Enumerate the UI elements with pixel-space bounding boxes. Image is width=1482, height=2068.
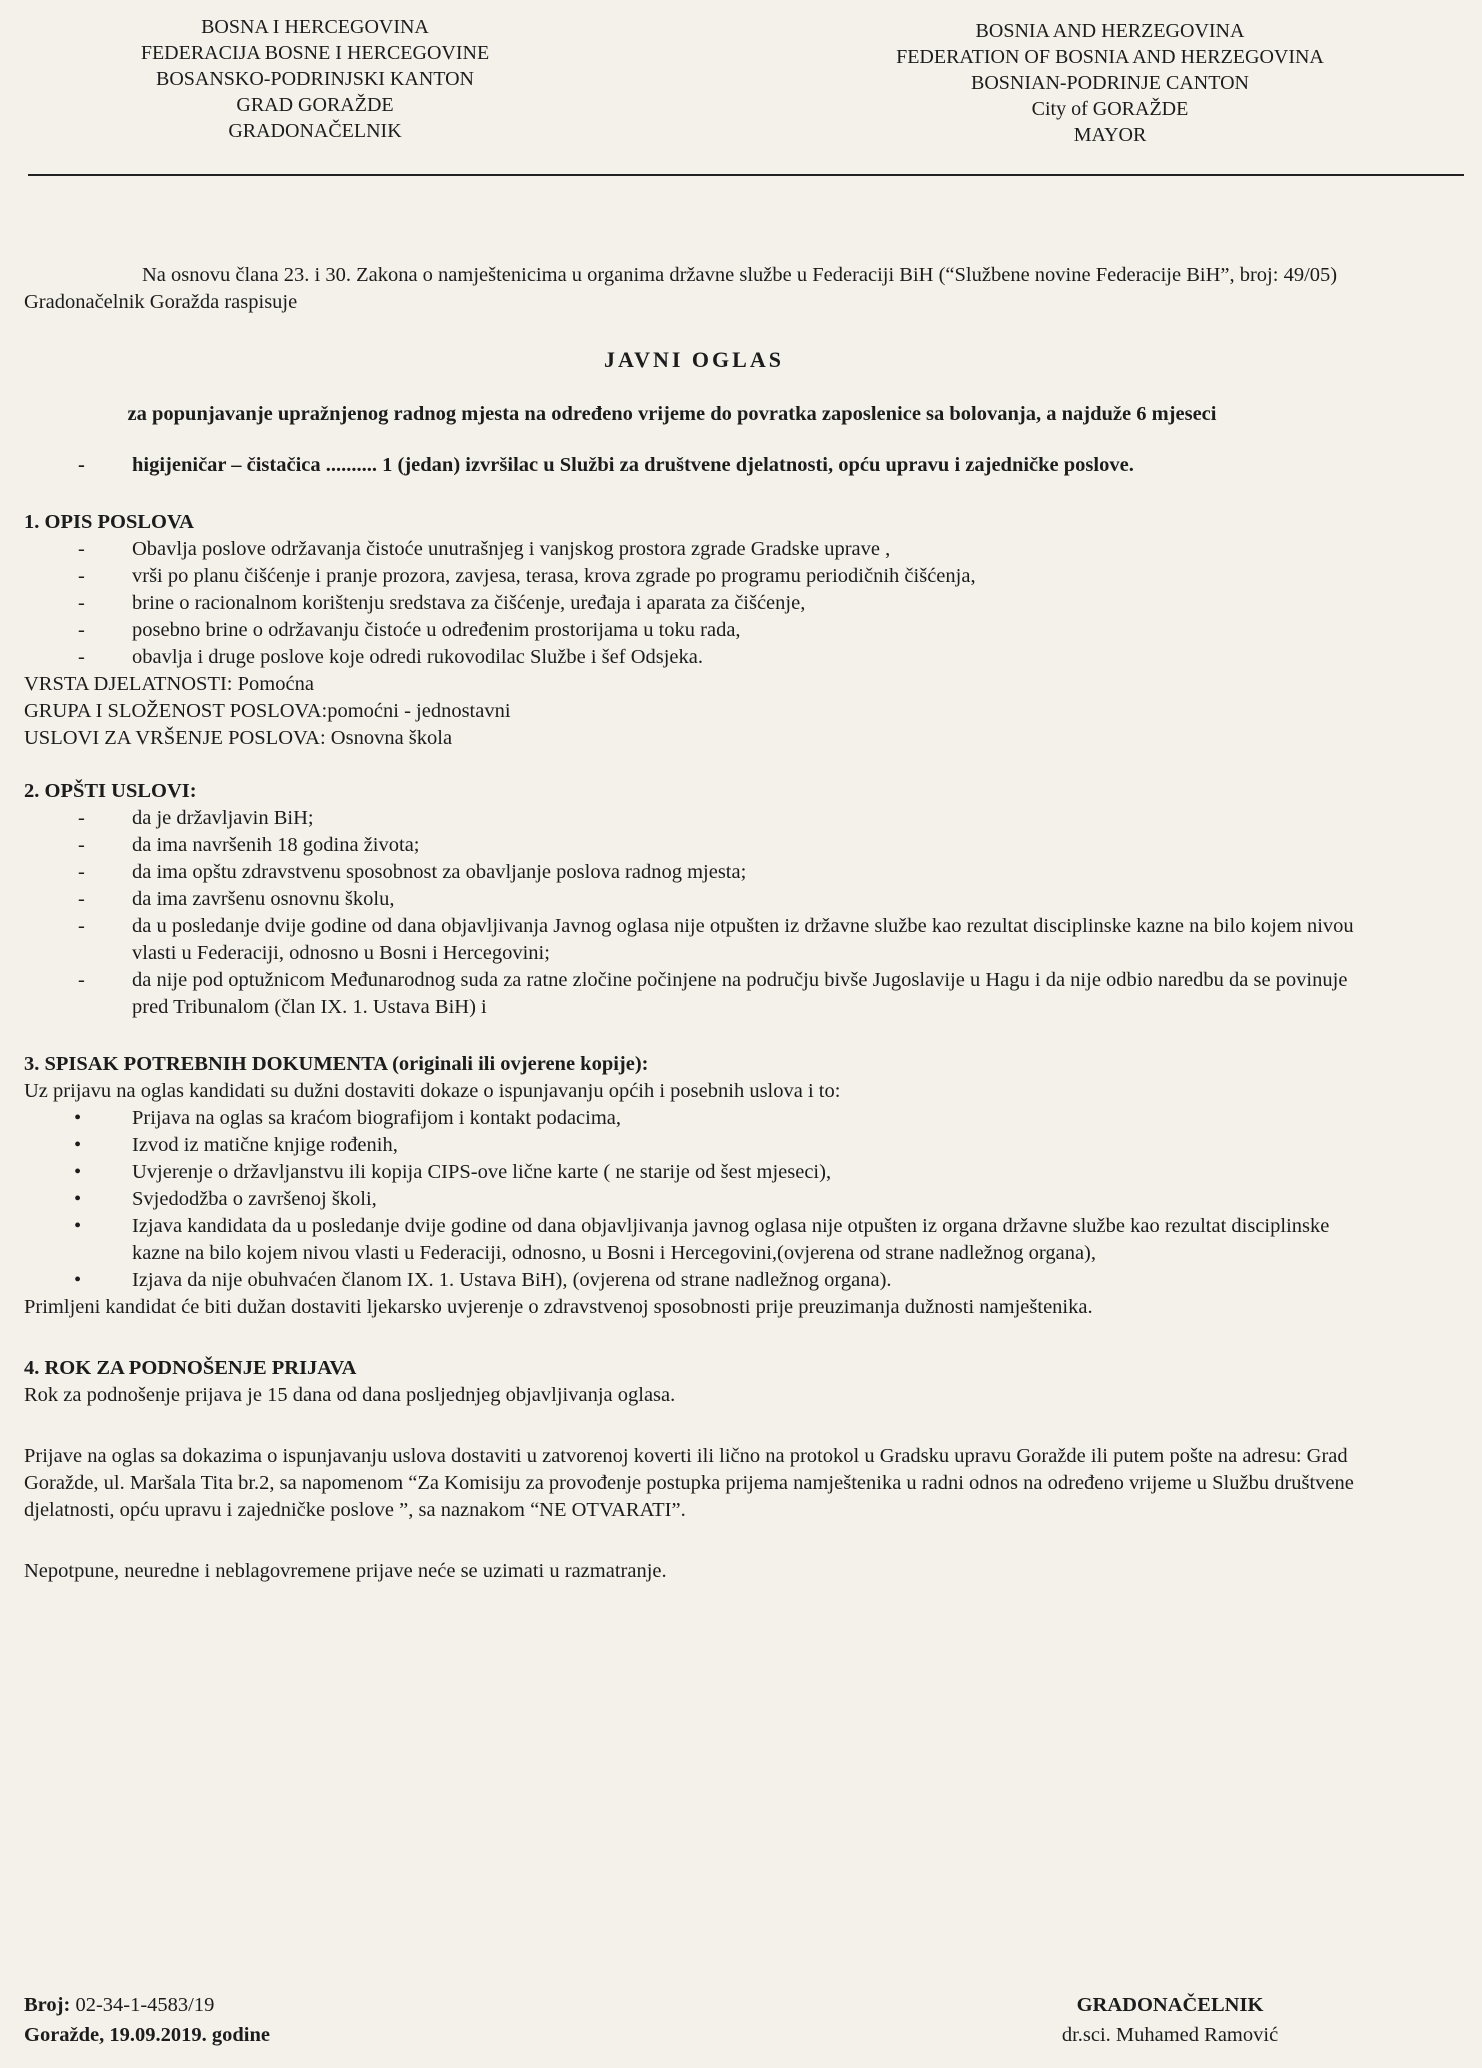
- list-item: [24, 617, 1364, 644]
- list-item: [24, 967, 1364, 1021]
- list-item-text: Izjava da nije obuhvaćen članom IX. 1. Ustava BiH), (ovjerena od strane nadležnog organa).: [132, 1269, 892, 1291]
- list-item-text: Obavlja poslove održavanja čistoće unutrašnjeg i vanjskog prostora zgrade Gradske uprave ,: [132, 538, 891, 560]
- list-item-text: Izjava kandidata da u posledanje dvije godine od dana objavljivanja javnog oglasa nije otpušten iz organa državne službe kao rezultat disciplinske kazne na bilo kojem nivou vlasti u Federaciji, odnosno, u Bosni i Hercegovini,(ovjerena od strane nadležnog organa),: [132, 1215, 1330, 1264]
- header-line: FEDERACIJA BOSNE I HERCEGOVINE: [140, 42, 490, 64]
- document-title: JAVNI OGLAS: [604, 347, 784, 372]
- list-item: [24, 886, 1364, 913]
- duties-list: [24, 536, 1364, 671]
- header-line: City of GORAŽDE: [1031, 98, 1189, 120]
- list-item-text: Izvod iz matične knjige rođenih,: [132, 1134, 398, 1156]
- dash-marker: -: [78, 592, 85, 614]
- list-item: [24, 913, 1364, 967]
- deadline-text: Rok za podnošenje prijava je 15 dana od dana posljednjeg objavljivanja oglasa.: [24, 1384, 676, 1406]
- list-item-text: brine o racionalnom korištenju sredstava za čišćenje, uređaja i aparata za čišćenje,: [132, 592, 806, 614]
- header-line: GRAD GORAŽDE: [236, 94, 394, 116]
- intro-paragraph: Na osnovu člana 23. i 30. Zakona o namještenicima u organima državne službe u Federaciji BiH (“Službene novine Federacije BiH”, broj: 49/05) Gradonačelnik Goražda raspisuje: [24, 264, 1338, 313]
- signer-name: dr.sci. Muhamed Ramović: [1061, 2024, 1279, 2046]
- header-line: BOSANSKO-PODRINJSKI KANTON: [156, 68, 474, 90]
- header-line: MAYOR: [1073, 124, 1147, 146]
- list-item-text: da ima opštu zdravstvenu sposobnost za obavljanje poslova radnog mjesta;: [132, 861, 747, 883]
- list-item-text: da ima završenu osnovnu školu,: [132, 888, 395, 910]
- dash-marker: -: [78, 888, 85, 910]
- dash-marker: -: [78, 538, 85, 560]
- list-item-text: da u posledanje dvije godine od dana objavljivanja Javnog oglasa nije otpušten iz državne službe kao rezultat disciplinske kazne na bilo kojem nivou vlasti u Federaciji, odnosno u Bosni i Hercegovini;: [132, 915, 1354, 964]
- document-reference: [24, 1990, 270, 2050]
- list-item-text: Svjedodžba o završenoj školi,: [132, 1188, 377, 1210]
- position-text: higijeničar – čistačica .......... 1 (jedan) izvršilac u Službi za društvene djelatnosti, opću upravu i zajedničke poslove.: [132, 454, 1134, 476]
- reference-number: 02-34-1-4583/19: [75, 1994, 215, 2016]
- list-item: [24, 832, 1364, 859]
- header-line: FEDERATION OF BOSNIA AND HERZEGOVINA: [896, 46, 1324, 68]
- list-item: [24, 1267, 1364, 1294]
- documents-closing: Primljeni kandidat će biti dužan dostaviti ljekarsko uvjerenje o zdravstvenoj sposobnosti prije preuzimanja dužnosti namještenika.: [24, 1296, 1093, 1318]
- list-item: [24, 805, 1364, 832]
- list-item-text: posebno brine o održavanju čistoće u određenim prostorijama u toku rada,: [132, 619, 741, 641]
- list-item-text: Uvjerenje o državljanstvu ili kopija CIPS-ove lične karte ( ne starije od šest mjeseci),: [132, 1161, 832, 1183]
- place-date: Goražde, 19.09.2019. godine: [24, 2024, 270, 2046]
- dash-marker: -: [78, 619, 85, 641]
- list-item-text: da ima navršenih 18 godina života;: [132, 834, 420, 856]
- notice-paragraph: Nepotpune, neuredne i neblagovremene prijave neće se uzimati u razmatranje.: [24, 1560, 667, 1582]
- job-meta-line: VRSTA DJELATNOSTI: Pomoćna: [24, 673, 314, 695]
- signer-title: GRADONAČELNIK: [1076, 1994, 1264, 2016]
- header-line: BOSNA I HERCEGOVINA: [201, 16, 429, 38]
- header-line: BOSNIA AND HERZEGOVINA: [975, 20, 1245, 42]
- header-english: [850, 18, 1370, 148]
- job-meta-line: GRUPA I SLOŽENOST POSLOVA:pomoćni - jednostavni: [24, 700, 511, 722]
- dash-marker: -: [78, 834, 85, 856]
- submission-paragraph: Prijave na oglas sa dokazima o ispunjavanju uslova dostaviti u zatvorenoj koverti ili lično na protokol u Gradsku upravu Goražde ili putem pošte na adresu: Grad Goražde, ul. Maršala Tita br.2, sa napomenom “Za Komisiju za provođenje postupka prijema namještenika u radni odnos na određeno vrijeme u Službu društvene djelatnosti, opću upravu i zajedničke poslove ”, sa naznakom “NE OTVARATI”.: [24, 1445, 1354, 1521]
- list-item-text: da je državljavin BiH;: [132, 807, 314, 829]
- list-item: [24, 1213, 1364, 1267]
- header-line: GRADONAČELNIK: [228, 120, 402, 142]
- header-divider: [28, 174, 1464, 176]
- bullet-marker: •: [74, 1134, 82, 1156]
- list-item: [24, 859, 1364, 886]
- bullet-marker: •: [74, 1161, 82, 1183]
- list-item: [24, 644, 1364, 671]
- job-meta-line: USLOVI ZA VRŠENJE POSLOVA: Osnovna škola: [24, 727, 453, 749]
- dash-marker: -: [78, 565, 85, 587]
- documents-list: [24, 1105, 1364, 1294]
- list-item: [24, 536, 1364, 563]
- document-subtitle: za popunjavanje upražnjenog radnog mjesta na određeno vrijeme do povratka zaposlenice sa bolovanja, a najduže 6 mjeseci: [127, 403, 1217, 425]
- list-item: [24, 590, 1364, 617]
- bullet-marker: •: [74, 1188, 82, 1210]
- dash-marker: -: [78, 807, 85, 829]
- dash-marker: -: [78, 915, 85, 937]
- section-heading: 2. OPŠTI USLOVI:: [24, 780, 197, 802]
- signature-block: [1020, 1990, 1320, 2050]
- list-item-text: vrši po planu čišćenje i pranje prozora, zavjesa, terasa, krova zgrade po programu periodičnih čišćenja,: [132, 565, 976, 587]
- dash-marker: -: [78, 646, 85, 668]
- bullet-marker: •: [74, 1107, 82, 1129]
- dash-marker: -: [78, 454, 85, 476]
- list-item: [24, 1132, 1364, 1159]
- list-item: [24, 563, 1364, 590]
- section-heading: 1. OPIS POSLOVA: [24, 511, 194, 533]
- bullet-marker: •: [74, 1215, 82, 1237]
- position-item: [24, 452, 1364, 479]
- list-item-text: obavlja i druge poslove koje odredi rukovodilac Službe i šef Odsjeka.: [132, 646, 704, 668]
- list-item-text: da nije pod optužnicom Međunarodnog suda za ratne zločine počinjene na području bivše Jugoslavije u Hagu i da nije odbio naredbu da se povinuje pred Tribunalom (član IX. 1. Ustava BiH) i: [132, 969, 1348, 1018]
- dash-marker: -: [78, 861, 85, 883]
- conditions-list: [24, 805, 1364, 1021]
- documents-lead: Uz prijavu na oglas kandidati su dužni dostaviti dokaze o ispunjavanju općih i posebnih uslova i to:: [24, 1080, 841, 1102]
- list-item: [24, 1159, 1364, 1186]
- job-meta: [24, 671, 1364, 752]
- header-bosnian: [100, 14, 530, 144]
- header-line: BOSNIAN-PODRINJE CANTON: [971, 72, 1249, 94]
- list-item: [24, 1186, 1364, 1213]
- reference-label: Broj:: [24, 1994, 71, 2016]
- list-item-text: Prijava na oglas sa kraćom biografijom i kontakt podacima,: [132, 1107, 622, 1129]
- section-heading: 4. ROK ZA PODNOŠENJE PRIJAVA: [24, 1357, 357, 1379]
- section-heading: 3. SPISAK POTREBNIH DOKUMENTA (originali ili ovjerene kopije):: [24, 1053, 649, 1075]
- list-item: [24, 1105, 1364, 1132]
- dash-marker: -: [78, 969, 85, 991]
- document-body: [24, 262, 1364, 1585]
- bullet-marker: •: [74, 1269, 82, 1291]
